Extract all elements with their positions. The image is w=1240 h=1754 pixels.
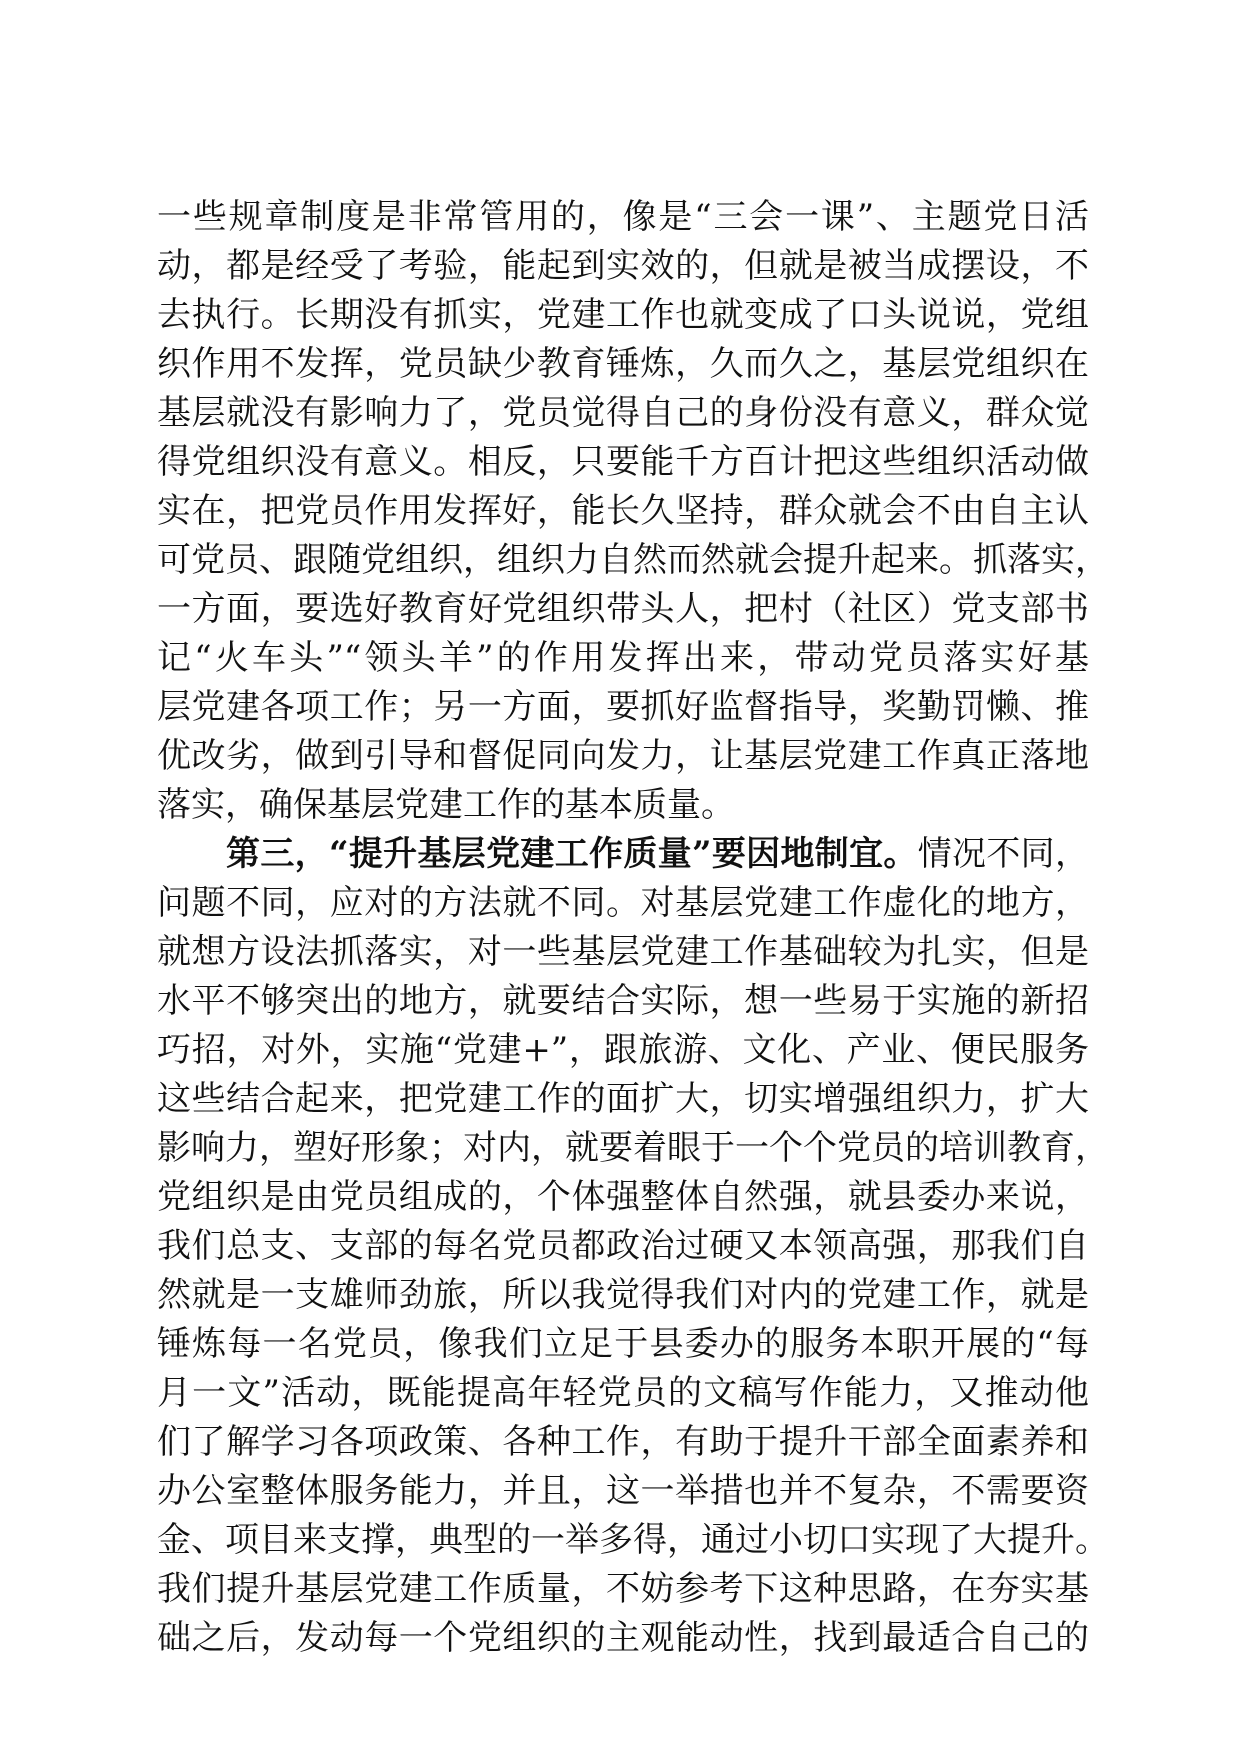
text-line: 们了解学习各项政策、各种工作，有助于提升干部全面素养和 — [157, 1422, 1089, 1462]
text-line: 可党员、跟随党组织，组织力自然而然就会提升起来。抓落实， — [157, 540, 1109, 580]
text-line: 实在，把党员作用发挥好，能长久坚持，群众就会不由自主认 — [157, 491, 1089, 531]
text-line: 金、项目来支撑，典型的一举多得，通过小切口实现了大提升。 — [157, 1520, 1109, 1560]
text-line: 影响力，塑好形象；对内，就要着眼于一个个党员的培训教育， — [157, 1128, 1109, 1168]
text-line: 办公室整体服务能力，并且，这一举措也并不复杂，不需要资 — [157, 1471, 1089, 1511]
text-line: 优改劣，做到引导和督促同向发力，让基层党建工作真正落地 — [157, 736, 1089, 776]
text-line: 月一文”活动，既能提高年轻党员的文稿写作能力，又推动他 — [157, 1373, 1089, 1413]
text-line: 落实，确保基层党建工作的基本质量。 — [157, 785, 735, 825]
text-line: 锤炼每一名党员，像我们立足于县委办的服务本职开展的“每 — [157, 1324, 1089, 1364]
text-line: 基层就没有影响力了，党员觉得自己的身份没有意义，群众觉 — [157, 393, 1089, 433]
text-line: 问题不同，应对的方法就不同。对基层党建工作虚化的地方， — [157, 883, 1089, 923]
text-line: 党组织是由党员组成的，个体强整体自然强，就县委办来说， — [157, 1177, 1089, 1217]
text-line: 去执行。长期没有抓实，党建工作也就变成了口头说说，党组 — [157, 295, 1089, 335]
text-line: 动，都是经受了考验，能起到实效的，但就是被当成摆设，不 — [157, 246, 1089, 286]
text-line: 我们提升基层党建工作质量，不妨参考下这种思路，在夯实基 — [157, 1569, 1089, 1609]
body-text — [157, 193, 1109, 1663]
text-line: 我们总支、支部的每名党员都政治过硬又本领高强，那我们自 — [157, 1226, 1089, 1266]
text-line: 巧招，对外，实施“党建+”，跟旅游、文化、产业、便民服务 — [157, 1030, 1090, 1070]
text-line: 这些结合起来，把党建工作的面扩大，切实增强组织力，扩大 — [157, 1079, 1089, 1119]
text-line: 记“火车头”“领头羊”的作用发挥出来，带动党员落实好基 — [157, 638, 1089, 678]
text-line: 水平不够突出的地方，就要结合实际，想一些易于实施的新招 — [157, 981, 1089, 1021]
section-heading: 第三，“提升基层党建工作质量”要因地制宜。 — [226, 834, 918, 874]
text-line: 得党组织没有意义。相反，只要能千方百计把这些组织活动做 — [157, 442, 1089, 482]
text-line: 础之后，发动每一个党组织的主观能动性，找到最适合自己的 — [157, 1618, 1089, 1658]
text-line: 一方面，要选好教育好党组织带头人，把村（社区）党支部书 — [157, 589, 1089, 629]
text-line: 层党建各项工作；另一方面，要抓好监督指导，奖勤罚懒、推 — [157, 687, 1089, 727]
text-line: 就想方设法抓落实，对一些基层党建工作基础较为扎实，但是 — [157, 932, 1089, 972]
text-line: 织作用不发挥，党员缺少教育锤炼，久而久之，基层党组织在 — [157, 344, 1089, 384]
text-line: 一些规章制度是非常管用的，像是“三会一课”、主题党日活 — [157, 197, 1089, 237]
section-heading-line — [157, 830, 1089, 879]
text-line: 然就是一支雄师劲旅，所以我觉得我们对内的党建工作，就是 — [157, 1275, 1089, 1315]
heading-continuation: 情况不同， — [917, 834, 1089, 874]
